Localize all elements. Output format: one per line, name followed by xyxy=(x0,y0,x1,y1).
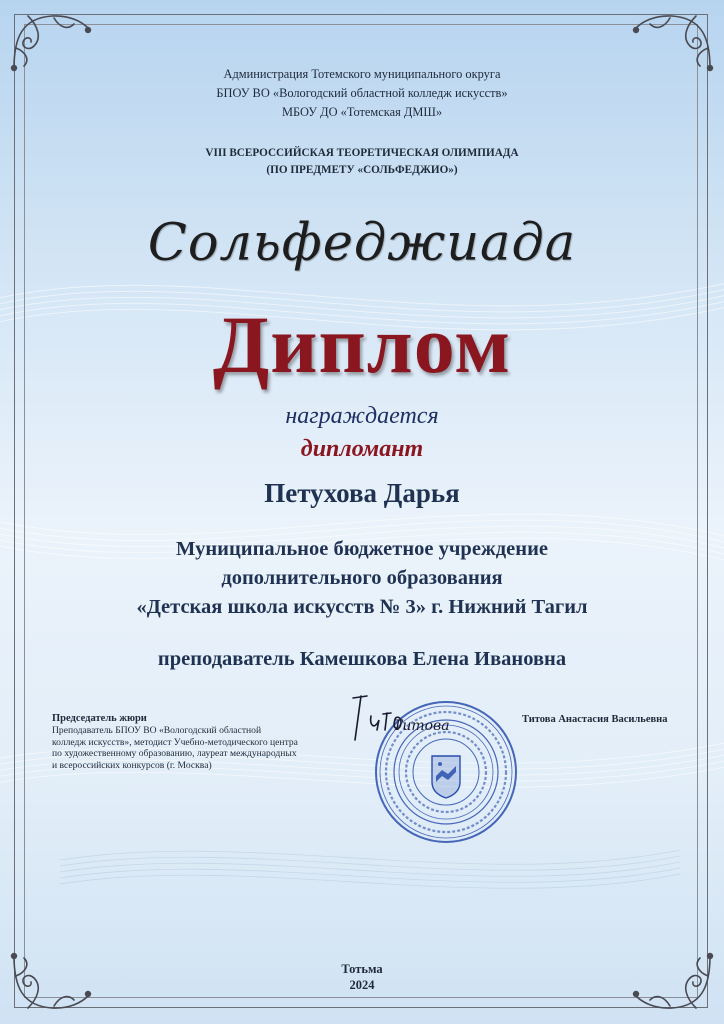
jury-title: Председатель жюри xyxy=(52,713,147,724)
jury-line: и всероссийских конкурсов (г. Москва) xyxy=(52,760,212,772)
jury-description xyxy=(52,725,322,772)
award-rank: дипломант xyxy=(300,436,424,462)
awarded-label: награждается xyxy=(285,403,439,429)
jury-line: Преподаватель БПОУ ВО «Вологодский областной xyxy=(52,725,262,736)
signature-text: Титова xyxy=(393,718,450,734)
olympiad-name: VIII ВСЕРОССИЙСКАЯ ТЕОРЕТИЧЕСКАЯ ОЛИМПИАДА xyxy=(205,147,519,159)
issue-year: 2024 xyxy=(349,978,375,992)
organizer-line: Администрация Тотемского муниципального округа xyxy=(223,67,501,81)
school-line: дополнительного образования xyxy=(221,567,503,589)
signature-icon xyxy=(335,690,450,750)
issue-place-date xyxy=(0,961,724,993)
organizers-block xyxy=(0,65,724,122)
event-title: Сольфеджиада xyxy=(147,214,577,273)
recipient-name: Петухова Дарья xyxy=(264,478,460,508)
organizer-line: МБОУ ДО «Тотемская ДМШ» xyxy=(281,105,443,119)
olympiad-block xyxy=(0,145,724,179)
issue-city: Тотьма xyxy=(341,962,383,976)
diploma-heading: Диплом xyxy=(212,299,512,390)
jury-chair-name: Титова Анастасия Васильевна xyxy=(522,714,668,725)
teacher-line: преподаватель Камешкова Елена Ивановна xyxy=(157,648,567,670)
jury-chair-block xyxy=(52,712,322,772)
school-block xyxy=(0,535,724,622)
organizer-line: БПОУ ВО «Вологодский областной колледж искусств» xyxy=(216,86,508,100)
jury-line: колледж искусств», методист Учебно-методического центра xyxy=(52,736,298,748)
school-line: Муниципальное бюджетное учреждение xyxy=(176,538,548,560)
olympiad-subject: (ПО ПРЕДМЕТУ «СОЛЬФЕДЖИО») xyxy=(266,164,458,176)
school-line: «Детская школа искусств № 3» г. Нижний Тагил xyxy=(136,596,588,618)
jury-line: по художественному образованию, лауреат международных xyxy=(52,748,297,760)
